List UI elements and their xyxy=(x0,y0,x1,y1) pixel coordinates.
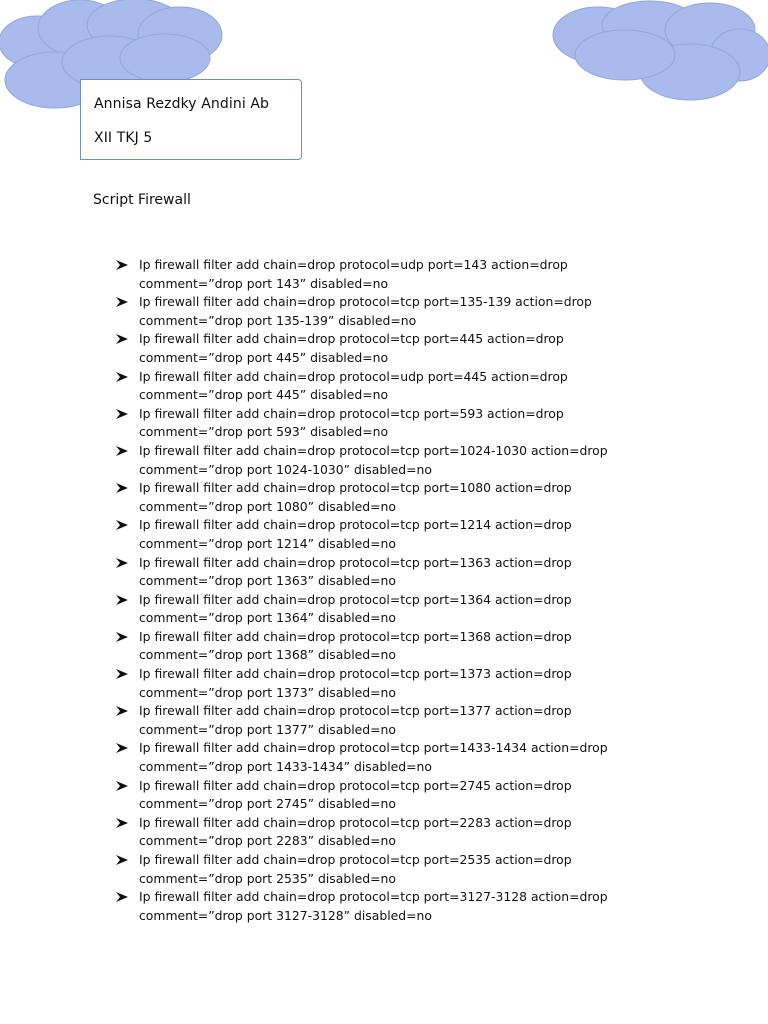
arrow-bullet-icon xyxy=(116,446,128,456)
arrow-bullet-icon xyxy=(116,483,128,493)
author-class: XII TKJ 5 xyxy=(94,130,153,146)
script-comment: comment=”drop port 1364” disabled=no xyxy=(139,610,396,626)
list-item xyxy=(116,851,736,888)
script-command: Ip firewall filter add chain=drop protocol=tcp port=2745 action=drop xyxy=(139,777,572,793)
list-item xyxy=(116,256,736,293)
arrow-bullet-icon xyxy=(116,855,128,865)
script-comment: comment=”drop port 2283” disabled=no xyxy=(139,833,396,849)
script-comment: comment=”drop port 1080” disabled=no xyxy=(139,498,396,514)
list-item xyxy=(116,665,736,702)
list-item xyxy=(116,479,736,516)
script-comment: comment=”drop port 2745” disabled=no xyxy=(139,796,396,812)
cloud-icon-right xyxy=(550,0,768,110)
arrow-bullet-icon xyxy=(116,743,128,753)
section-title: Script Firewall xyxy=(93,192,191,208)
list-item xyxy=(116,554,736,591)
script-comment: comment=”drop port 3127-3128” disabled=no xyxy=(139,907,432,923)
script-command: Ip firewall filter add chain=drop protocol=tcp port=1214 action=drop xyxy=(139,517,572,533)
script-comment: comment=”drop port 135-139” disabled=no xyxy=(139,312,417,328)
script-comment: comment=”drop port 1377” disabled=no xyxy=(139,721,396,737)
script-comment: comment=”drop port 1024-1030” disabled=no xyxy=(139,461,432,477)
arrow-bullet-icon xyxy=(116,260,128,270)
script-comment: comment=”drop port 2535” disabled=no xyxy=(139,870,396,886)
list-item xyxy=(116,628,736,665)
arrow-bullet-icon xyxy=(116,334,128,344)
script-comment: comment=”drop port 1373” disabled=no xyxy=(139,684,396,700)
list-item xyxy=(116,777,736,814)
script-command: Ip firewall filter add chain=drop protocol=tcp port=3127-3128 action=drop xyxy=(139,889,608,905)
author-box xyxy=(80,79,302,160)
list-item xyxy=(116,516,736,553)
script-comment: comment=”drop port 445” disabled=no xyxy=(139,387,389,403)
list-item xyxy=(116,591,736,628)
list-item xyxy=(116,293,736,330)
script-command: Ip firewall filter add chain=drop protocol=tcp port=1080 action=drop xyxy=(139,480,572,496)
script-command: Ip firewall filter add chain=drop protocol=tcp port=1368 action=drop xyxy=(139,628,572,644)
arrow-bullet-icon xyxy=(116,372,128,382)
script-comment: comment=”drop port 1368” disabled=no xyxy=(139,647,396,663)
arrow-bullet-icon xyxy=(116,409,128,419)
list-item xyxy=(116,368,736,405)
script-command: Ip firewall filter add chain=drop protocol=tcp port=1363 action=drop xyxy=(139,554,572,570)
arrow-bullet-icon xyxy=(116,781,128,791)
script-comment: comment=”drop port 1433-1434” disabled=no xyxy=(139,759,432,775)
script-comment: comment=”drop port 143” disabled=no xyxy=(139,275,389,291)
script-command: Ip firewall filter add chain=drop protocol=tcp port=135-139 action=drop xyxy=(139,294,592,310)
list-item xyxy=(116,442,736,479)
script-comment: comment=”drop port 1363” disabled=no xyxy=(139,573,396,589)
script-command: Ip firewall filter add chain=drop protocol=udp port=445 action=drop xyxy=(139,368,568,384)
arrow-bullet-icon xyxy=(116,632,128,642)
list-item xyxy=(116,702,736,739)
script-command: Ip firewall filter add chain=drop protocol=tcp port=1364 action=drop xyxy=(139,591,572,607)
arrow-bullet-icon xyxy=(116,558,128,568)
list-item xyxy=(116,330,736,367)
arrow-bullet-icon xyxy=(116,706,128,716)
script-comment: comment=”drop port 1214” disabled=no xyxy=(139,535,396,551)
list-item xyxy=(116,888,736,925)
script-command: Ip firewall filter add chain=drop protocol=tcp port=2535 action=drop xyxy=(139,852,572,867)
arrow-bullet-icon xyxy=(116,669,128,679)
script-comment: comment=”drop port 445” disabled=no xyxy=(139,349,389,365)
list-item xyxy=(116,814,736,851)
script-command: Ip firewall filter add chain=drop protocol=tcp port=593 action=drop xyxy=(139,405,564,421)
script-command: Ip firewall filter add chain=drop protocol=tcp port=1373 action=drop xyxy=(139,666,572,682)
script-comment: comment=”drop port 593” disabled=no xyxy=(139,424,389,440)
arrow-bullet-icon xyxy=(116,520,128,530)
script-command: Ip firewall filter add chain=drop protocol=tcp port=1024-1030 action=drop xyxy=(139,442,608,458)
script-list xyxy=(116,256,736,925)
list-item xyxy=(116,739,736,776)
arrow-bullet-icon xyxy=(116,892,128,902)
script-command: Ip firewall filter add chain=drop protocol=tcp port=2283 action=drop xyxy=(139,814,572,830)
script-command: Ip firewall filter add chain=drop protocol=tcp port=445 action=drop xyxy=(139,331,564,347)
script-command: Ip firewall filter add chain=drop protocol=tcp port=1377 action=drop xyxy=(139,703,572,719)
author-name: Annisa Rezdky Andini Ab xyxy=(94,96,270,112)
script-command: Ip firewall filter add chain=drop protocol=udp port=143 action=drop xyxy=(139,257,568,272)
arrow-bullet-icon xyxy=(116,297,128,307)
arrow-bullet-icon xyxy=(116,595,128,605)
list-item xyxy=(116,405,736,442)
script-command: Ip firewall filter add chain=drop protocol=tcp port=1433-1434 action=drop xyxy=(139,740,608,756)
arrow-bullet-icon xyxy=(116,818,128,828)
